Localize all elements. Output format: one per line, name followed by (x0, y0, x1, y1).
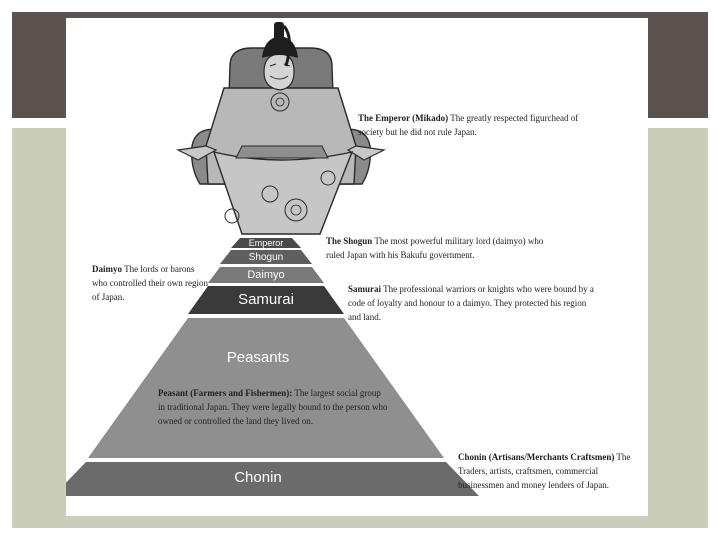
note-samurai-title: Samurai (348, 284, 382, 294)
note-emperor-text: The greatly respected figurchead of society but he did not rule Japan. (358, 113, 579, 137)
note-chonin-title: Chonin (Artisans/Merchants Craftsmen) (458, 452, 615, 462)
tier-label-samurai: Samurai (238, 291, 294, 308)
slide-image (66, 18, 648, 516)
note-daimyo-text: The lords or barons who controlled their own region of Japan. (92, 264, 208, 302)
note-shogun (326, 234, 558, 262)
note-samurai-text: The professional warriors or knights who were bound by a code of loyalty and honour to a daimyo. They protected his region and land. (348, 284, 594, 322)
tier-label-peasants: Peasants (226, 349, 290, 366)
note-peasant-title: Peasant (Farmers and Fishermen): (158, 388, 293, 398)
tier-label-daimyo: Daimyo (247, 269, 285, 281)
note-daimyo-title: Daimyo (92, 264, 122, 274)
note-samurai (348, 282, 596, 324)
tier-label-shogun: Shogun (248, 252, 284, 263)
note-peasant (158, 386, 390, 428)
note-shogun-text: The most powerful military lord (daimyo) who ruled Japan with his Bakufu government. (326, 236, 544, 260)
tier-label-chonin: Chonin (234, 469, 282, 486)
note-emperor (358, 111, 602, 139)
note-emperor-title: The Emperor (Mikado) (358, 113, 449, 123)
note-chonin-text: The Traders, artists, craftsmen, commercial businessmen and money lenders of Japan. (458, 452, 631, 490)
tier-label-emperor: Emperor (248, 238, 284, 248)
note-peasant-text: The largest social group in traditional Japan. They were legally bound to the person who owned or controlled the land they lived on. (158, 388, 388, 426)
note-chonin (458, 450, 646, 492)
note-daimyo (92, 262, 210, 304)
note-shogun-title: The Shogun (326, 236, 373, 246)
